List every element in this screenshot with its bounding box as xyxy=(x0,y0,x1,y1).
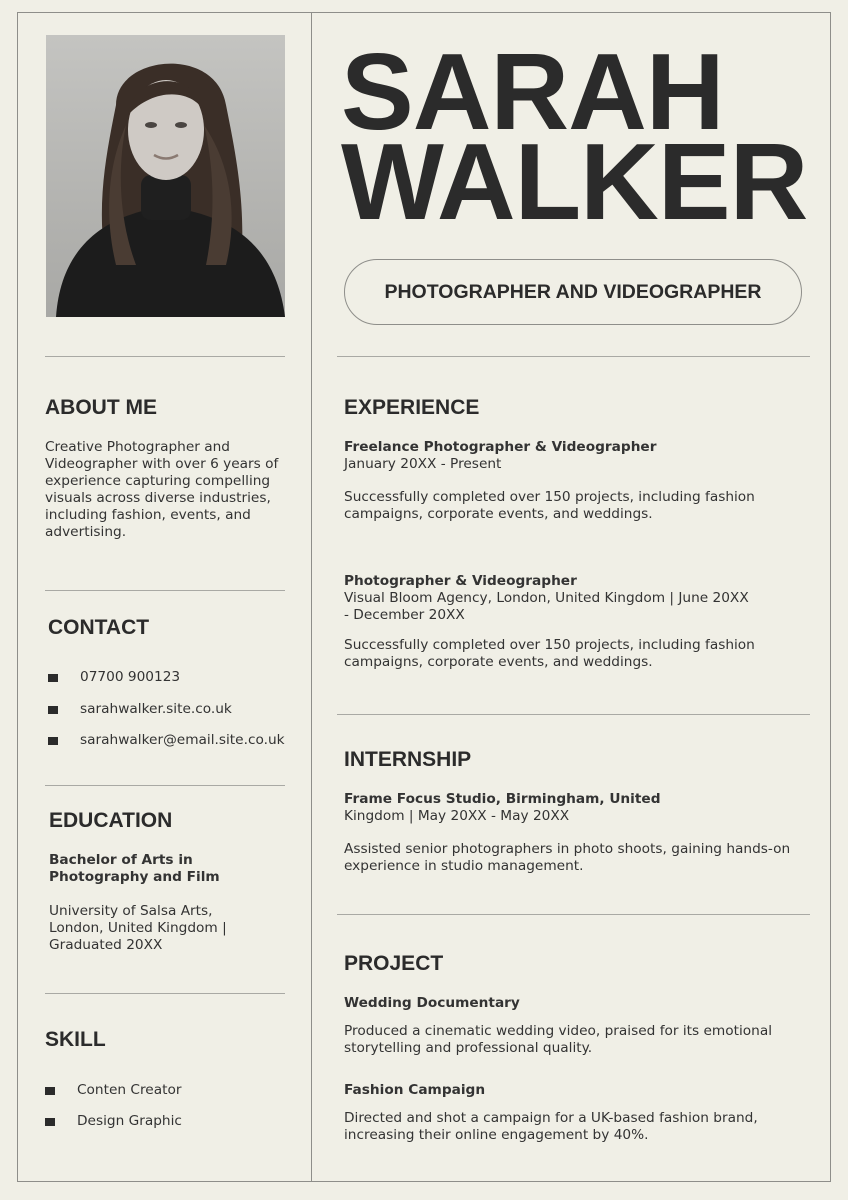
job-title-badge xyxy=(344,259,802,325)
divider xyxy=(337,714,810,715)
school-line: London, United Kingdom | xyxy=(49,920,227,936)
school-line: University of Salsa Arts, xyxy=(49,903,213,919)
education-degree xyxy=(49,852,220,886)
bullet-icon xyxy=(45,1118,55,1126)
divider xyxy=(45,356,285,357)
last-name: WALKER xyxy=(341,121,808,243)
school-line: Graduated 20XX xyxy=(49,937,163,953)
profile-photo xyxy=(46,35,285,317)
job-title: PHOTOGRAPHER AND VIDEOGRAPHER xyxy=(384,280,762,303)
experience-heading: EXPERIENCE xyxy=(344,396,480,419)
divider xyxy=(45,993,285,994)
project-heading: PROJECT xyxy=(344,952,444,975)
internship-desc: experience in studio management. xyxy=(344,858,584,874)
about-text xyxy=(45,439,295,541)
job-desc: Successfully completed over 150 projects, including fashion xyxy=(344,637,755,653)
divider xyxy=(45,590,285,591)
skill-item: Conten Creator xyxy=(77,1082,182,1098)
project-desc: increasing their online engagement by 40%. xyxy=(344,1127,649,1143)
about-line: experience capturing compelling xyxy=(45,473,271,489)
about-heading: ABOUT ME xyxy=(45,396,157,419)
internship-org: Frame Focus Studio, Birmingham, United xyxy=(344,791,661,807)
about-line: Creative Photographer and xyxy=(45,439,230,455)
project-desc: storytelling and professional quality. xyxy=(344,1040,593,1056)
education-heading: EDUCATION xyxy=(49,809,173,832)
internship-heading: INTERNSHIP xyxy=(344,748,472,771)
about-line: advertising. xyxy=(45,524,127,540)
bullet-icon xyxy=(45,1087,55,1095)
degree-line: Bachelor of Arts in xyxy=(49,852,193,868)
job-meta: - December 20XX xyxy=(344,607,465,623)
internship-meta: Kingdom | May 20XX - May 20XX xyxy=(344,808,570,824)
job-meta: Visual Bloom Agency, London, United Kingdom | June 20XX xyxy=(344,590,749,606)
divider xyxy=(337,356,810,357)
job-desc: campaigns, corporate events, and weddings. xyxy=(344,506,653,522)
divider xyxy=(45,785,285,786)
project-desc: Directed and shot a campaign for a UK-based fashion brand, xyxy=(344,1110,758,1126)
internship-entry xyxy=(344,791,814,875)
about-line: visuals across diverse industries, xyxy=(45,490,271,506)
project-entry xyxy=(344,1082,814,1144)
skill-item: Design Graphic xyxy=(77,1113,182,1129)
experience-entry xyxy=(344,439,814,523)
project-entry xyxy=(344,995,814,1057)
internship-desc: Assisted senior photographers in photo shoots, gaining hands-on xyxy=(344,841,791,857)
bullet-icon xyxy=(48,674,58,682)
bullet-icon xyxy=(48,706,58,714)
first-name: SARAH xyxy=(341,31,724,153)
job-role: Photographer & Videographer xyxy=(344,573,577,589)
degree-line: Photography and Film xyxy=(49,869,220,885)
experience-entry xyxy=(344,573,814,671)
project-title: Fashion Campaign xyxy=(344,1082,486,1098)
about-line: including fashion, events, and xyxy=(45,507,251,523)
contact-heading: CONTACT xyxy=(48,616,150,639)
contact-website[interactable]: sarahwalker.site.co.uk xyxy=(80,701,232,717)
divider xyxy=(337,914,810,915)
skill-heading: SKILL xyxy=(45,1028,106,1051)
contact-phone[interactable]: 07700 900123 xyxy=(80,669,181,685)
column-divider xyxy=(311,12,312,1182)
project-desc: Produced a cinematic wedding video, praised for its emotional xyxy=(344,1023,773,1039)
job-desc: campaigns, corporate events, and weddings. xyxy=(344,654,653,670)
job-meta: January 20XX - Present xyxy=(344,456,502,472)
job-role: Freelance Photographer & Videographer xyxy=(344,439,657,455)
education-school xyxy=(49,903,227,954)
project-title: Wedding Documentary xyxy=(344,995,520,1011)
bullet-icon xyxy=(48,737,58,745)
about-line: Videographer with over 6 years of xyxy=(45,456,279,472)
job-desc: Successfully completed over 150 projects, including fashion xyxy=(344,489,755,505)
contact-email[interactable]: sarahwalker@email.site.co.uk xyxy=(80,732,285,748)
